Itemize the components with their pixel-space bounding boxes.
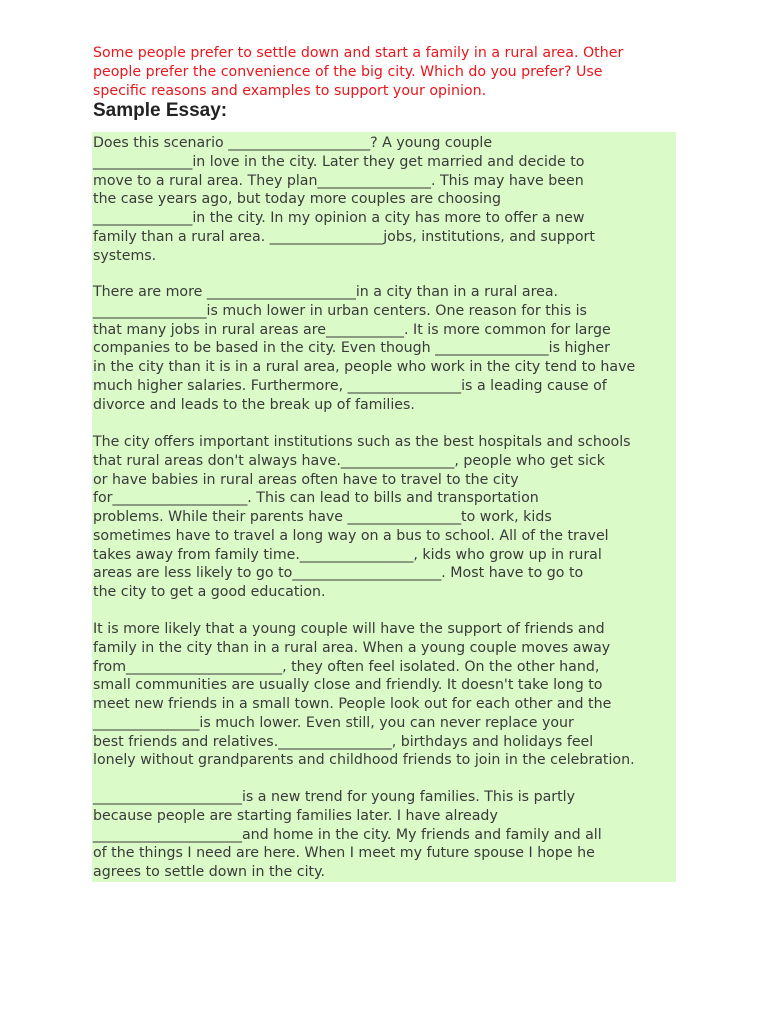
- essay-paragraph-5: _____________________is a new trend for young families. This is partly because people are starting families later. I have already _____________________and home in the city. My friends and family and all of the things I need are here. When I meet my future spouse I hope he agrees to settle down in the city.: [93, 789, 602, 880]
- sample-essay-heading: Sample Essay:: [93, 100, 228, 121]
- essay-paragraph-2: There are more _____________________in a city than in a rural area. ________________is much lower in urban centers. One reason for this is that many jobs in rural areas are___________. It is more common for large companies to be based in the city. Even though ________________is higher in the city than it is in a rural area, people who work in the city tend to have much higher salaries. Furthermore, ________________is a leading cause of divorce and leads to the break up of families.: [93, 284, 636, 413]
- essay-paragraph-1: Does this scenario ____________________? A young couple ______________in love in the city. Later they get married and decide to move to a rural area. They plan________________. This may have been the case years ago, but today more couples are choosing ______________in the city. In my opinion a city has more to offer a new family than a rural area. ________________jobs, institutions, and support systems.: [93, 135, 595, 264]
- essay-paragraph-3: The city offers important institutions such as the best hospitals and schools that rural areas don't always have.________________, people who get sick or have babies in rural areas often have to travel to the city for___________________. This can lead to bills and transportation problems. While their parents have ________________to work, kids sometimes have to travel a long way on a bus to school. All of the travel takes away from family time.________________, kids who grow up in rural areas are less likely to go to_____________________. Most have to go to the city to get a good education.: [93, 434, 631, 600]
- essay-body: [92, 132, 676, 882]
- essay-paragraph-4: It is more likely that a young couple will have the support of friends and family in the city than in a rural area. When a young couple moves away from______________________, they often feel isolated. On the other hand, small communities are usually close and friendly. It doesn't take long to meet new friends in a small town. People look out for each other and the _______________is much lower. Even still, you can never replace your best friends and relatives.________________, birthdays and holidays feel lonely without grandparents and childhood friends to join in the celebration.: [93, 621, 635, 769]
- essay-prompt: Some people prefer to settle down and start a family in a rural area. Other people prefer the convenience of the big city. Which do you prefer? Use specific reasons and examples to support your opinion.: [93, 45, 624, 99]
